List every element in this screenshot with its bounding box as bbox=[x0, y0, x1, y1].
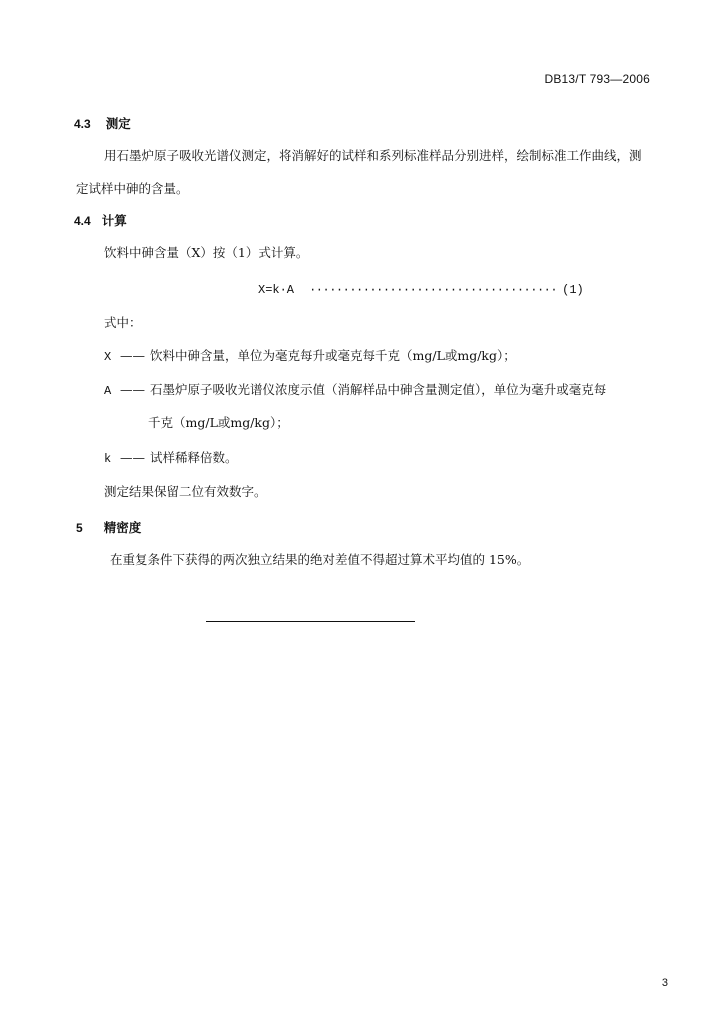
precision-text: 在重复条件下获得的两次独立结果的绝对差值不得超过算术平均值的 15%。 bbox=[110, 552, 530, 567]
end-rule bbox=[206, 621, 415, 622]
formula-expression: X=k·A bbox=[258, 283, 295, 297]
variable-a-symbol: A bbox=[104, 384, 112, 398]
variable-x-definition bbox=[104, 346, 516, 364]
formula-leader-dots: ····································· bbox=[309, 283, 558, 297]
section-5-heading bbox=[76, 517, 141, 536]
section-4-3-title: 测定 bbox=[105, 116, 131, 131]
section-4-4-number: 4.4 bbox=[74, 214, 91, 228]
formula-number: (1) bbox=[562, 283, 584, 297]
variable-a-definition bbox=[104, 380, 606, 398]
variable-a-description: 石墨炉原子吸收光谱仪浓度示值（消解样品中砷含量测定值），单位为毫升或毫克每 bbox=[150, 382, 607, 397]
variable-k-dash: —— bbox=[120, 450, 145, 465]
section-4-4-heading bbox=[74, 210, 127, 229]
variable-k-description: 试样稀释倍数。 bbox=[150, 450, 238, 465]
standard-code-header: DB13/T 793—2006 bbox=[544, 72, 650, 86]
calculation-intro: 饮料中砷含量（X）按（1）式计算。 bbox=[104, 245, 309, 260]
section-4-3-number: 4.3 bbox=[74, 117, 91, 131]
variable-x-description: 饮料中砷含量，单位为毫克每升或毫克每千克（mg/L或mg/kg）； bbox=[150, 348, 516, 363]
page-number: 3 bbox=[661, 977, 668, 989]
formula-line bbox=[258, 278, 584, 297]
section-5-title: 精密度 bbox=[103, 520, 142, 535]
variable-a-description-cont: 千克（mg/L或mg/kg）； bbox=[148, 415, 289, 430]
variable-x-symbol: X bbox=[104, 350, 112, 364]
section-5-number: 5 bbox=[76, 521, 83, 535]
section-4-4-title: 计算 bbox=[101, 213, 127, 228]
section-4-3-paragraph-line2: 定试样中砷的含量。 bbox=[76, 181, 189, 196]
variable-a-dash: —— bbox=[120, 382, 145, 397]
section-4-3-heading bbox=[74, 113, 131, 132]
section-4-3-paragraph-line1: 用石墨炉原子吸收光谱仪测定，将消解好的试样和系列标准样品分别进样，绘制标准工作曲线，测 bbox=[104, 148, 642, 163]
variable-x-dash: —— bbox=[120, 348, 145, 363]
where-label: 式中： bbox=[104, 315, 142, 330]
result-note: 测定结果保留二位有效数字。 bbox=[104, 484, 267, 499]
variable-k-symbol: k bbox=[104, 452, 112, 466]
variable-k-definition bbox=[104, 448, 238, 466]
